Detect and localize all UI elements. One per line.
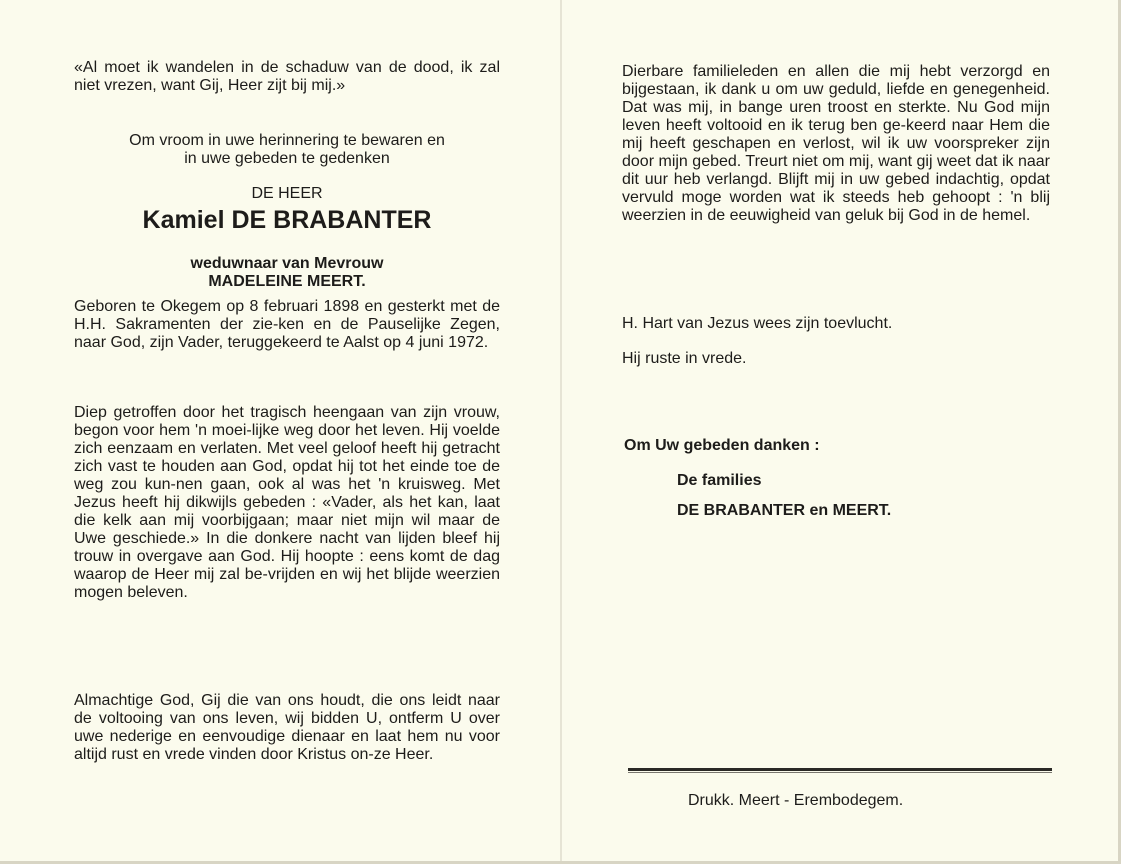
intro-line-2: in uwe gebeden te gedenken bbox=[184, 150, 390, 167]
invocation: H. Hart van Jezus wees zijn toevlucht. bbox=[622, 315, 893, 332]
remembrance-paragraph: Diep getroffen door het tragisch heengaan van zijn vrouw, begon voor hem 'n moei-lijke weg door het leven. Hij voelde zich eenzaam en verlaten. Met veel geloof heeft hij getracht zich vast te houden aan God, opdat hij tot het einde toe de weg zou kun-nen gaan, ook al was het 'n kruisweg. Met Jezus heeft hij dikwijls gebeden : «Vader, als het kan, laat die kelk aan mij voorbijgaan; maar niet mijn wil maar de Uwe geschiede.» In die donkere nacht van lijden bleef hij trouw in overgave aan God. Hij hoopte : eens komt de dag waarop de Heer mij zal be-vrijden en wij het blijde weerzien mogen beleven. bbox=[74, 404, 500, 601]
printer-credit: Drukk. Meert - Erembodegem. bbox=[688, 792, 904, 809]
thanks-line: Om Uw gebeden danken : bbox=[624, 437, 820, 454]
families-names: DE BRABANTER en MEERT. bbox=[677, 502, 892, 519]
card-fold bbox=[560, 0, 562, 861]
prayer-paragraph: Almachtige God, Gij die van ons houdt, die ons leidt naar de voltooing van ons leven, wij bidden U, ontferm U over uwe nederige en eenvoudige dienaar en laat hem nu voor altijd rust en vrede vinden door Kristus on-ze Heer. bbox=[74, 692, 500, 763]
honorific: DE HEER bbox=[251, 185, 323, 202]
spouse-name: MADELEINE MEERT. bbox=[208, 273, 366, 290]
deceased-name: Kamiel DE BRABANTER bbox=[142, 206, 432, 234]
widower-line: weduwnaar van Mevrouw bbox=[190, 255, 384, 272]
separator-rule bbox=[628, 768, 1052, 771]
families-label: De families bbox=[677, 472, 762, 489]
psalm-quote: «Al moet ik wandelen in de schaduw van de dood, ik zal niet vrezen, want Gij, Heer zijt bij mij.» bbox=[74, 59, 500, 94]
biography: Geboren te Okegem op 8 februari 1898 en gesterkt met de H.H. Sakramenten der zie-ken en de Pauselijke Zegen, naar God, zijn Vader, teruggekeerd te Aalst op 4 juni 1972. bbox=[74, 298, 500, 351]
rest-in-peace: Hij ruste in vrede. bbox=[622, 350, 747, 367]
intro-line-1: Om vroom in uwe herinnering te bewaren en bbox=[129, 132, 445, 149]
farewell-paragraph: Dierbare familieleden en allen die mij hebt verzorgd en bijgestaan, ik dank u om uw geduld, liefde en genegenheid. Dat was mij, in bange uren troost en sterkte. Nu God mijn leven heeft voltooid en ik terug ben ge-keerd naar Hem die mij heeft geschapen en verlost, wil ik uw voorspreker zijn door mijn gebed. Treurt niet om mij, want gij weet dat ik naar dit uur heb verlangd. Blijft mij in uw gebed indachtig, opdat vervuld moge worden wat ik steeds heb gehoopt : 'n blij weerzien in de eeuwigheid van geluk bij God in de hemel. bbox=[622, 63, 1050, 224]
